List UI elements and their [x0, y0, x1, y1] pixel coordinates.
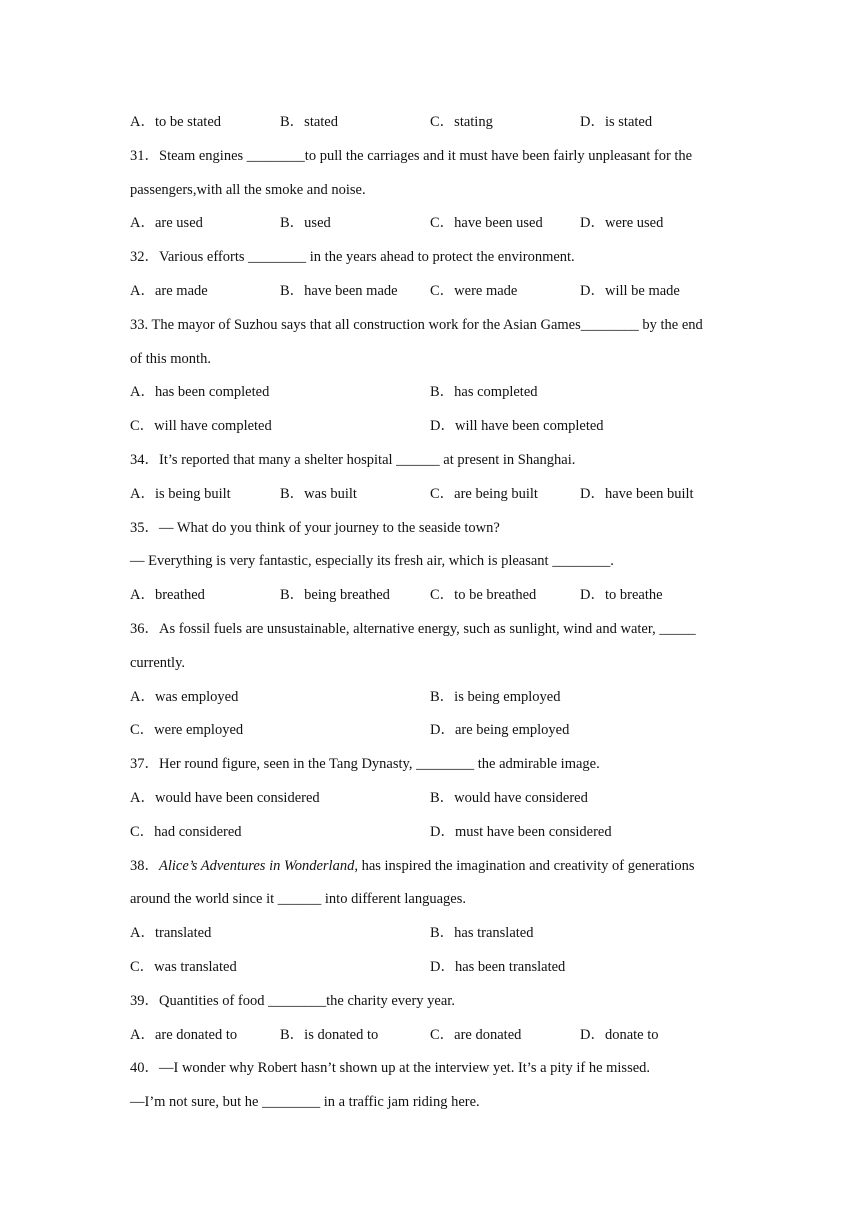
q32-stem: 32．Various efforts ________ in the years ahead to protect the environment. — [130, 249, 575, 266]
q31-options — [130, 212, 740, 246]
q38-number: 38． — [130, 857, 159, 874]
q37-option-a: A．would have been considered — [130, 789, 320, 806]
q33-option-a: A．has been completed — [130, 384, 270, 401]
q36-option-a: A．was employed — [130, 688, 239, 705]
q33-options-row-2 — [130, 415, 740, 449]
q30-option-c: C．stating — [430, 114, 493, 130]
q37-option-c: C．had considered — [130, 823, 242, 840]
q35-stem-line-2: — Everything is very fantastic, especially its fresh air, which is pleasant ________. — [130, 553, 614, 570]
q36-options-row-1 — [130, 686, 740, 720]
q31-stem-line-1: 31．Steam engines ________to pull the carriages and it must have been fairly unpleasant for the — [130, 147, 693, 164]
q38-book-title: Alice’s Adventures in Wonderland — [159, 857, 355, 874]
q38-options-row-1 — [130, 922, 740, 956]
q30-option-d: D．is stated — [580, 114, 653, 130]
q36-option-c: C．were employed — [130, 722, 244, 739]
q38-option-b: B．has translated — [430, 925, 534, 942]
q31-option-c: C．have been used — [430, 215, 543, 232]
q34-option-b: B．was built — [280, 485, 357, 502]
q35-option-d: D．to breathe — [580, 587, 663, 604]
q33-options-row-1 — [130, 381, 740, 415]
q31-stem-line-2: passengers,with all the smoke and noise. — [130, 181, 366, 198]
q36-option-d: D．are being employed — [430, 722, 570, 739]
q30-option-b: B．stated — [280, 114, 338, 130]
q33-option-d: D．will have been completed — [430, 418, 604, 435]
q31-option-b: B．used — [280, 215, 331, 232]
q32-option-d: D．will be made — [580, 282, 680, 299]
q32-option-a: A．are made — [130, 282, 208, 299]
q35-option-b: B．being breathed — [280, 587, 390, 604]
q36-stem-line-2: currently. — [130, 654, 186, 671]
q32-options — [130, 280, 740, 314]
q30-option-a: A．to be stated — [130, 114, 222, 130]
q39-stem: 39．Quantities of food ________the charity every year. — [130, 992, 455, 1009]
q37-options-row-2 — [130, 821, 740, 855]
q34-option-c: C．are being built — [430, 485, 538, 502]
q36-options-row-2 — [130, 719, 740, 753]
q32-option-c: C．were made — [430, 282, 518, 299]
q35-options — [130, 584, 740, 618]
q38-stem-line-1 — [130, 855, 740, 889]
q34-options — [130, 483, 740, 517]
q38-options-row-2 — [130, 956, 740, 990]
q33-stem-line-2: of this month. — [130, 350, 211, 367]
q32-option-b: B．have been made — [280, 282, 398, 299]
q34-stem: 34．It’s reported that many a shelter hospital ______ at present in Shanghai. — [130, 451, 576, 468]
q35-option-c: C．to be breathed — [430, 587, 537, 604]
q36-option-b: B．is being employed — [430, 688, 561, 705]
q31-option-d: D．were used — [580, 215, 664, 232]
q38-stem-line-2: around the world since it ______ into different languages. — [130, 891, 466, 908]
q37-options-row-1 — [130, 787, 740, 821]
q34-option-a: A．is being built — [130, 485, 231, 502]
q30-options — [130, 111, 740, 145]
q33-option-b: B．has completed — [430, 384, 538, 401]
q31-option-a: A．are used — [130, 215, 203, 232]
q40-stem-line-1: 40．—I wonder why Robert hasn’t shown up at the interview yet. It’s a pity if he missed. — [130, 1060, 651, 1077]
q37-option-d: D．must have been considered — [430, 823, 612, 840]
q39-option-c: C．are donated — [430, 1026, 522, 1043]
q38-option-a: A．translated — [130, 925, 212, 942]
q33-option-c: C．will have completed — [130, 418, 272, 435]
q38-option-d: D．has been translated — [430, 958, 566, 975]
q39-option-b: B．is donated to — [280, 1026, 379, 1043]
q35-option-a: A．breathed — [130, 587, 205, 604]
q39-option-a: A．are donated to — [130, 1026, 238, 1043]
q37-stem: 37．Her round figure, seen in the Tang Dynasty, ________ the admirable image. — [130, 756, 600, 773]
q38-option-c: C．was translated — [130, 958, 237, 975]
q34-option-d: D．have been built — [580, 485, 694, 502]
q35-stem-line-1: 35．— What do you think of your journey to the seaside town? — [130, 519, 500, 536]
q36-stem-line-1: 36．As fossil fuels are unsustainable, alternative energy, such as sunlight, wind and water, _____ — [130, 620, 696, 637]
q40-stem-line-2: —I’m not sure, but he ________ in a traffic jam riding here. — [130, 1094, 480, 1111]
q37-option-b: B．would have considered — [430, 789, 588, 806]
q39-options — [130, 1024, 740, 1058]
q38-stem-rest: , has inspired the imagination and creativity of generations — [354, 857, 695, 874]
question-list — [130, 111, 740, 1125]
q39-option-d: D．donate to — [580, 1026, 659, 1043]
q33-stem-line-1: 33. The mayor of Suzhou says that all construction work for the Asian Games________ by the end — [130, 316, 703, 333]
